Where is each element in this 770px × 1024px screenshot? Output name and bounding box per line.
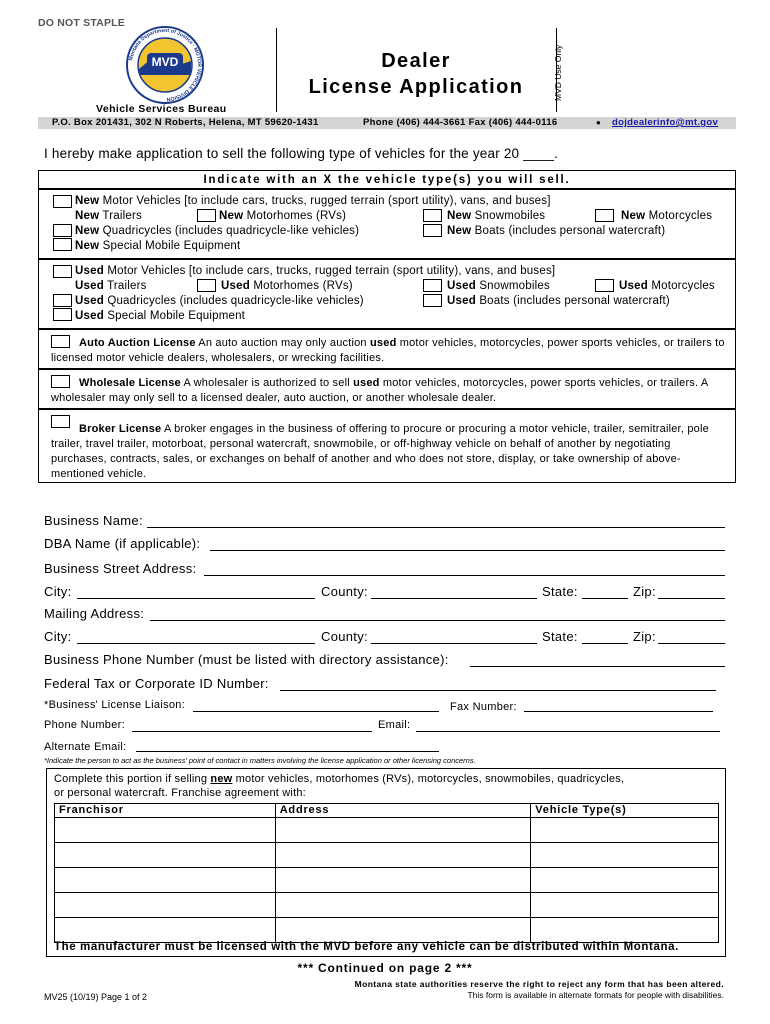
email-label: Email:	[378, 719, 411, 731]
mailing-address-field[interactable]	[150, 620, 725, 621]
mailing-zip-field[interactable]	[658, 643, 725, 644]
mailing-county-field[interactable]	[371, 643, 537, 644]
new-motorhomes-checkbox[interactable]	[197, 209, 216, 222]
rights-notice: Montana state authorities reserve the right to reject any form that has been altered.	[354, 979, 724, 989]
franchise-cell[interactable]	[275, 843, 531, 868]
used-special-label: Used Special Mobile Equipment	[75, 310, 246, 322]
business-phone-label: Business Phone Number (must be listed with directory assistance):	[44, 652, 449, 667]
broker-section	[38, 409, 736, 483]
county-label: County:	[321, 584, 368, 599]
new-quadricycles-checkbox[interactable]	[53, 224, 72, 237]
business-phone-field[interactable]	[470, 666, 725, 667]
new-quadricycles-label: New Quadricycles (includes quadricycle-like vehicles)	[75, 225, 360, 237]
business-name-field[interactable]	[147, 527, 725, 528]
broker-text: Broker License A broker engages in the business of offering to procure or procuring a motor vehicle, trailer, semitrailer, pole trailer, travel trailer, motorboat, personal watercraft, snowmobile, or off-highway vehicle on behalf of another by negotiating purchases, contracts, sales, or exchanges on behalf of another and who does not store, display, or take ownership of above-mentioned vehicle.	[51, 423, 709, 480]
alternate-email-field[interactable]	[136, 751, 439, 752]
dba-name-label: DBA Name (if applicable):	[44, 536, 201, 551]
used-snowmobiles-label: Used Snowmobiles	[447, 280, 550, 292]
new-boats-checkbox[interactable]	[423, 224, 442, 237]
city-field[interactable]	[77, 598, 315, 599]
used-special-checkbox[interactable]	[53, 308, 72, 321]
mailing-address-label: Mailing Address:	[44, 606, 145, 621]
franchise-cell[interactable]	[275, 893, 531, 918]
used-quadricycles-checkbox[interactable]	[53, 294, 72, 307]
street-address-field[interactable]	[204, 575, 725, 576]
state-label: State:	[542, 584, 578, 599]
state-field[interactable]	[582, 598, 628, 599]
address-header: Address	[275, 804, 531, 818]
logo-ring-text: Montana Department of Justice · MOTOR VEHICLE DIVISION	[128, 27, 203, 103]
zip-field[interactable]	[658, 598, 725, 599]
franchise-cell[interactable]	[55, 918, 276, 943]
liaison-footnote: *Indicate the person to act as the business' point of contact in matters involving the license application or other licensing concerns.	[44, 756, 476, 765]
new-special-checkbox[interactable]	[53, 238, 72, 251]
used-trailers-label: Used Trailers	[75, 280, 147, 292]
page-title: Dealer License Application	[308, 50, 524, 98]
franchise-intro: Complete this portion if selling new motor vehicles, motorhomes (RVs), motorcycles, snowmobiles, quadricycles,	[54, 773, 625, 785]
franchise-cell[interactable]	[531, 843, 719, 868]
new-boats-label: New Boats (includes personal watercraft)	[447, 225, 666, 237]
used-motor-vehicles-checkbox[interactable]	[53, 265, 72, 278]
vehicle-type-heading: Indicate with an X the vehicle type(s) you will sell.	[38, 170, 736, 189]
do-not-staple-label: DO NOT STAPLE	[38, 17, 125, 29]
franchise-intro-line2: or personal watercraft. Franchise agreement with:	[54, 787, 306, 799]
franchise-cell[interactable]	[531, 868, 719, 893]
franchise-cell[interactable]	[531, 918, 719, 943]
fax-number-label: Fax Number:	[450, 701, 517, 713]
franchise-cell[interactable]	[531, 893, 719, 918]
mvd-use-only-label: MVD Use Only	[553, 44, 563, 102]
continued-note: *** Continued on page 2 ***	[297, 961, 473, 975]
auto-auction-section	[38, 329, 736, 369]
new-motorhomes-label: New Motorhomes (RVs)	[219, 210, 347, 222]
header-divider	[276, 28, 277, 112]
city-label: City:	[44, 584, 72, 599]
franchisor-header: Franchisor	[55, 804, 276, 818]
used-motor-vehicles-label: Used Motor Vehicles [to include cars, trucks, rugged terrain (sport utility), vans, and buses]	[75, 265, 556, 277]
email-link[interactable]: dojdealerinfo@mt.gov	[612, 117, 719, 128]
franchise-cell[interactable]	[275, 818, 531, 843]
used-motorhomes-checkbox[interactable]	[197, 279, 216, 292]
street-address-label: Business Street Address:	[44, 561, 197, 576]
phone-number-label: Phone Number:	[44, 719, 125, 731]
auto-auction-text: Auto Auction License An auto auction may only auction used motor vehicles, motorcycles, power sports vehicles, or trailers to licensed motor vehicle dealers, wholesalers, or wrecking facilities.	[51, 337, 725, 364]
franchise-cell[interactable]	[55, 893, 276, 918]
manufacturer-note: The manufacturer must be licensed with the MVD before any vehicle can be distributed within Montana.	[54, 941, 679, 953]
franchise-cell[interactable]	[275, 868, 531, 893]
franchise-cell[interactable]	[55, 868, 276, 893]
license-liaison-label: *Business' License Liaison:	[44, 699, 186, 711]
new-trailers-label: New Trailers	[75, 210, 142, 222]
mailing-city-label: City:	[44, 629, 72, 644]
used-boats-checkbox[interactable]	[423, 294, 442, 307]
new-snowmobiles-checkbox[interactable]	[423, 209, 442, 222]
new-motor-vehicles-label: New Motor Vehicles [to include cars, trucks, rugged terrain (sport utility), vans, and buses]	[75, 195, 551, 207]
fax-number-field[interactable]	[524, 711, 713, 712]
new-motorcycles-checkbox[interactable]	[595, 209, 614, 222]
franchise-cell[interactable]	[55, 843, 276, 868]
used-vehicles-section	[38, 259, 736, 329]
bureau-address: P.O. Box 201431, 302 N Roberts, Helena, MT 59620-1431	[52, 117, 319, 128]
intro-statement: I hereby make application to sell the following type of vehicles for the year 20 ____.	[44, 146, 558, 161]
franchise-cell[interactable]	[55, 818, 276, 843]
new-motor-vehicles-checkbox[interactable]	[53, 195, 72, 208]
business-name-label: Business Name:	[44, 513, 143, 528]
wholesale-section	[38, 369, 736, 409]
mailing-city-field[interactable]	[77, 643, 315, 644]
used-snowmobiles-checkbox[interactable]	[423, 279, 442, 292]
franchise-table	[54, 803, 719, 943]
logo-text: MVD	[151, 55, 179, 69]
mailing-zip-label: Zip:	[633, 629, 656, 644]
alternate-formats-notice: This form is available in alternate formats for people with disabilities.	[467, 990, 724, 1000]
zip-label: Zip:	[633, 584, 656, 599]
mailing-county-label: County:	[321, 629, 368, 644]
new-motorcycles-label: New Motorcycles	[621, 210, 713, 222]
contact-bar	[38, 117, 736, 129]
bureau-name: Vehicle Services Bureau	[96, 103, 227, 115]
license-liaison-field[interactable]	[193, 711, 439, 712]
tax-id-label: Federal Tax or Corporate ID Number:	[44, 676, 269, 691]
used-motorcycles-label: Used Motorcycles	[619, 280, 715, 292]
used-boats-label: Used Boats (includes personal watercraft)	[447, 295, 670, 307]
form-id: MV25 (10/19) Page 1 of 2	[44, 992, 148, 1002]
used-motorcycles-checkbox[interactable]	[595, 279, 614, 292]
phone-fax: Phone (406) 444-3661 Fax (406) 444-0116	[363, 117, 558, 128]
county-field[interactable]	[371, 598, 537, 599]
mailing-state-label: State:	[542, 629, 578, 644]
franchise-cell[interactable]	[275, 918, 531, 943]
alternate-email-label: Alternate Email:	[44, 741, 127, 753]
used-quadricycles-label: Used Quadricycles (includes quadricycle-like vehicles)	[75, 295, 364, 307]
new-snowmobiles-label: New Snowmobiles	[447, 210, 546, 222]
franchise-cell[interactable]	[531, 818, 719, 843]
phone-number-field[interactable]	[132, 731, 372, 732]
wholesale-text: Wholesale License A wholesaler is authorized to sell used motor vehicles, motorcycles, power sports vehicles, or trailers. A wholesaler may only sell to a licensed dealer, auto auction, or another wholesale dealer.	[51, 377, 708, 404]
mvd-logo	[125, 25, 205, 105]
dba-name-field[interactable]	[210, 550, 725, 551]
new-special-label: New Special Mobile Equipment	[75, 240, 241, 252]
tax-id-field[interactable]	[280, 690, 716, 691]
new-vehicles-section	[38, 189, 736, 259]
bullet-icon: ●	[596, 118, 602, 127]
vehicle-type-header: Vehicle Type(s)	[531, 804, 719, 818]
mailing-state-field[interactable]	[582, 643, 628, 644]
email-field[interactable]	[416, 731, 720, 732]
used-motorhomes-label: Used Motorhomes (RVs)	[221, 280, 353, 292]
